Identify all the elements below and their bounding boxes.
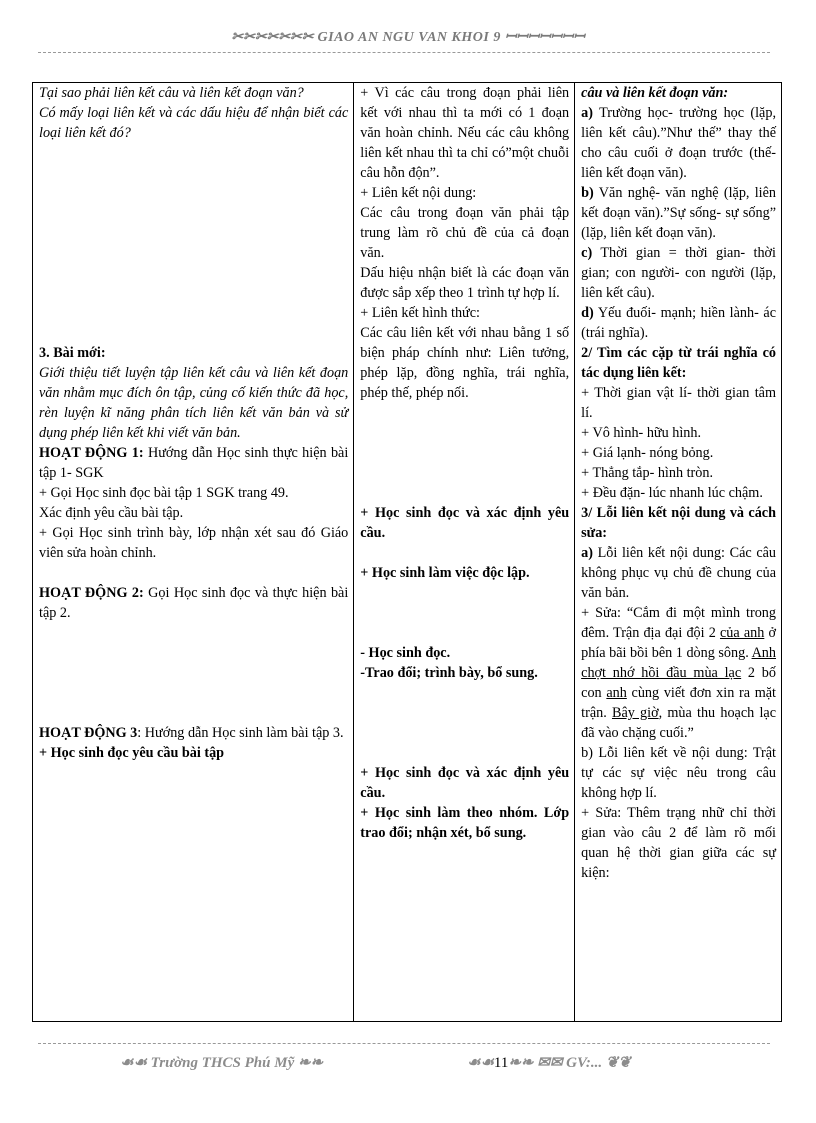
activity-1-line4: + Gọi Học sinh trình bày, lớp nhận xét sau đó Giáo viên sửa hoàn chỉnh. [39,525,349,561]
fix-2: + Sửa: Thêm trạng nhữ chỉ thời gian vào câu 2 để làm rõ mối quan hệ thời gian giữa các sự kiện: [581,805,776,881]
activity-1 [39,443,348,483]
answer-5: + Liên kết hình thức: [360,305,480,321]
review-question-1: Tại sao phải liên kết câu và liên kết đoạn văn? [39,85,304,101]
header-divider [38,52,770,53]
activity-3-label: HOẠT ĐỘNG 3 [39,725,138,741]
antonym-4: + Thẳng tắp- hình tròn. [581,465,714,481]
page-header [0,27,816,46]
activity-1-line2: + Gọi Học sinh đọc bài tập 1 SGK trang 49. [39,485,289,501]
antonym-2: + Vô hình- hữu hình. [581,425,702,441]
footer-deco-left: ☙☙ [467,1055,494,1071]
header-ornament-left: ✂✂✂✂✂✂✂ [231,30,314,45]
answer-4: Dấu hiệu nhận biết là các đoạn văn được sắp xếp theo 1 trình tự hợp lí. [360,265,570,301]
item-1c-text: Thời gian = thời gian- thời gian; con người- con người (lặp, liên kết câu). [581,245,776,301]
underlined-phrase: Anh chợt nhớ hồi đầu mùa lạc [581,645,776,681]
student-response-6: + Học sinh làm theo nhóm. Lớp trao đổi; nhận xét, bổ sung. [360,805,570,841]
antonym-5: + Đều đặn- lúc nhanh lúc chậm. [581,485,763,501]
item-3a-label: a) [581,545,593,561]
antonym-1: + Thời gian vật lí- thời gian tâm lí. [581,385,776,421]
page-footer [0,1053,816,1075]
section-2-heading: 2/ Tìm các cặp từ trái nghĩa có tác dụng liên kết: [581,345,776,381]
student-response-4: -Trao đổi; trình bày, bổ sung. [360,665,538,681]
answer-2: + Liên kết nội dung: [360,185,477,201]
item-1a-text: Trường học- trường học (lặp, liên kết câu).”Như thế” thay thế cho câu cuối ở đoạn trước (thế- liên kết đoạn văn). [581,105,776,181]
footer-teacher: ✉✉ GV:... [537,1055,603,1071]
footer-right [467,1053,631,1072]
content-column [575,83,782,1022]
activity-3 [39,723,348,743]
student-response-3: - Học sinh đọc. [360,645,451,661]
item-1a [581,103,776,183]
activity-2-label: HOẠT ĐỘNG 2: [39,585,144,601]
underlined-phrase: Bây giờ [611,705,659,721]
footer-divider [38,1043,770,1044]
item-1d-label: d) [581,305,594,321]
page-number: 11 [493,1055,509,1071]
activity-1-label: HOẠT ĐỘNG 1: [39,445,144,461]
teacher-activity-column [33,83,354,1022]
lesson-intro: Giới thiệu tiết luyện tập liên kết câu và liên kết đoạn văn nhằm mục đích ôn tập, củng cố kiến thức đã học, rèn luyện kĩ năng phân tích liên kết văn bản và sử dụng phép liên kết khi viết văn bản. [39,365,349,441]
item-3b-text: Lỗi liên kết về nội dung: Trật tự các sự việc nêu trong câu không hợp lí. [581,745,776,801]
footer-deco-right: ❧❧ [508,1055,534,1071]
item-1b-label: b) [581,185,594,201]
section-1-heading-tail: câu và liên kết đoạn văn: [581,85,729,101]
item-1d [581,303,776,343]
fix-1: + Sửa: “Cắm đi một mình trong đêm. Trận địa đại đội 2 của anh ở phía bãi bồi bên 1 dòng sông. Anh chợt nhớ hồi đầu mùa lạc 2 bố con anh cùng viết đơn xin ra mặt trận. Bây giờ, mùa thu hoạch lạc đã vào chặng cuối.” [581,605,776,741]
activity-2 [39,583,348,623]
header-ornament-right: ꟷꟷꟷꟷꟷꟷꟷ [504,30,585,45]
student-response-5: + Học sinh đọc và xác định yêu cầu. [360,765,570,801]
item-1a-label: a) [581,105,593,121]
student-activity-column [354,83,575,1022]
item-1b-text: Văn nghệ- văn nghệ (lặp, liên kết đoạn văn).”Sự sống- sự sống” (lặp, liên kết đoạn văn). [581,185,776,241]
item-3a-text: Lỗi liên kết nội dung: Các câu không phục vụ chủ đề chung của văn bản. [581,545,777,601]
section-3-heading: 3/ Lỗi liên kết nội dung và cách sửa: [581,505,776,541]
activity-3-text: : Hướng dẫn Học sinh làm bài tập 3. [137,725,344,741]
underlined-phrase: của anh [719,625,765,641]
item-1d-text: Yếu đuối- mạnh; hiền lành- ác (trái nghĩa). [581,305,776,341]
answer-3: Các câu trong đoạn văn phải tập trung làm rõ chủ đề của cả đoạn văn. [360,205,570,261]
new-lesson-heading: 3. Bài mới: [39,345,106,361]
answer-6: Các câu liên kết với nhau bằng 1 số biện pháp chính như: Liên tưởng, phép lặp, đồng nghĩa, trái nghĩa, phép thế, phép nối. [360,325,570,401]
review-question-2: Có mấy loại liên kết và các dấu hiệu để nhận biết các loại liên kết đó? [39,105,349,141]
item-3a [581,543,776,603]
activity-1-text: Hướng dẫn Học sinh thực hiện bài tập 1- SGK [39,445,349,481]
item-3b-label: b) [581,745,593,761]
item-1c [581,243,776,303]
item-1c-label: c) [581,245,593,261]
activity-1-line3: Xác định yêu cầu bài tập. [39,505,184,521]
answer-1: + Vì các câu trong đoạn phải liên kết với nhau thì ta mới có 1 đoạn văn hoàn chỉnh. Nếu các câu không liên kết nhau thì ta chỉ có”một chuỗi câu hỗn độn”. [360,85,570,181]
footer-school: ☙☙ Trường THCS Phú Mỹ ❧❧ [120,1055,324,1071]
header-title: GIAO AN NGU VAN KHOI 9 [317,30,501,45]
footer-end-deco: ❦❦ [605,1055,631,1071]
underlined-phrase: anh [606,685,627,701]
lesson-table [32,82,782,1022]
student-response-2: + Học sinh làm việc độc lập. [360,565,530,581]
antonym-3: + Giá lạnh- nóng bỏng. [581,445,714,461]
item-3b [581,743,776,803]
student-response-1: + Học sinh đọc và xác định yêu cầu. [360,505,570,541]
activity-3-line2: + Học sinh đọc yêu cầu bài tập [39,745,225,761]
activity-2-text: Gọi Học sinh đọc và thực hiện bài tập 2. [39,585,349,621]
item-1b [581,183,776,243]
